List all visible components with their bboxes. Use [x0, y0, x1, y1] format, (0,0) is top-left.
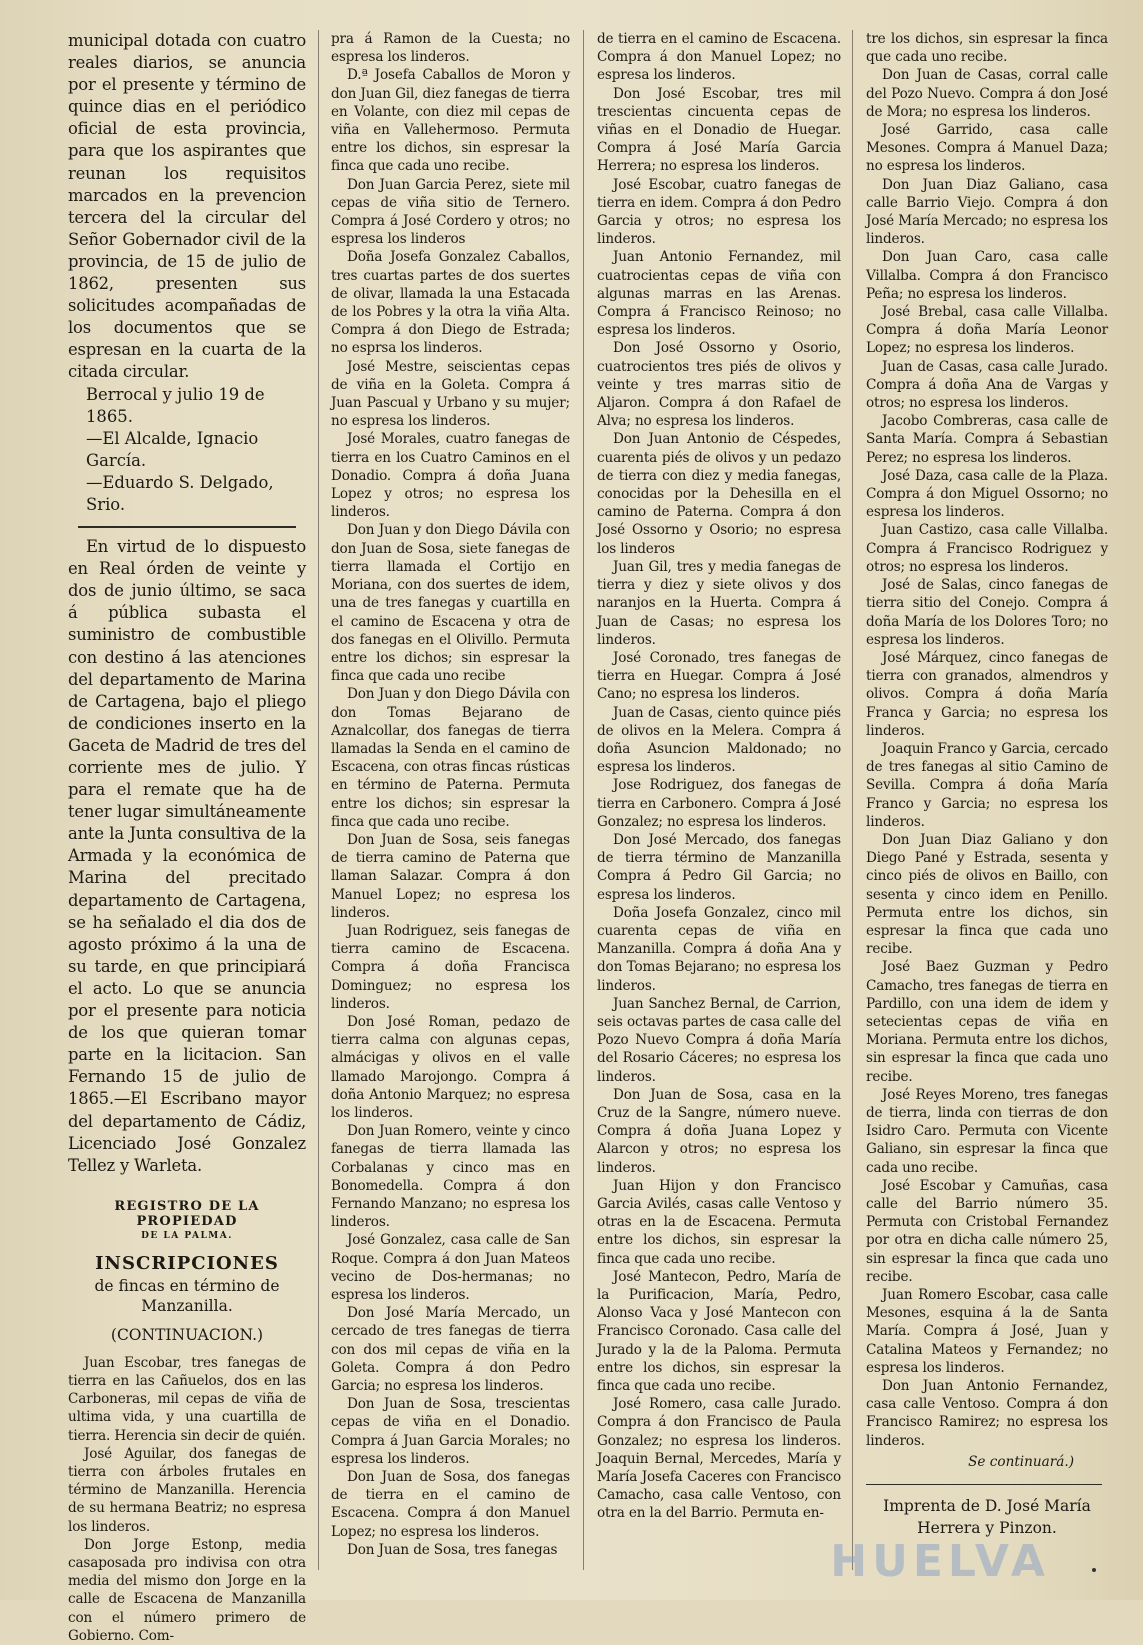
- registry-entry: Don José Mercado, dos fanegas de tierra término de Manzanilla Compra á Pedro Gil Garcia; no espresa los linderos.: [597, 831, 841, 903]
- registry-entry: Juan Romero Escobar, casa calle Mesones, esquina á la de Santa María. Compra á José, Juan y Catalina Mateos y Fernandez; no espresa los linderos.: [866, 1287, 1108, 1376]
- registry-entry: José Baez Guzman y Pedro Camacho, tres fanegas de tierra en Pardillo, con una idem de idem y setecientas cepas de viña en Moriana. Permuta entre los dichos, sin espresar la finca que cada uno recibe.: [866, 959, 1108, 1085]
- registry-entry: Don José María Mercado, un cercado de tres fanegas de tierra con dos mil cepas de viña en la Goleta. Compra á don Pedro Garcia; no espresa los linderos.: [331, 1305, 570, 1395]
- registry-entry: José Reyes Moreno, tres fanegas de tierra, linda con tierras de don Isidro Caro. Permuta con Vicente Galiano, sin espresar la finca que cada uno recibe.: [866, 1086, 1108, 1176]
- registry-entry: Juan Castizo, casa calle Villalba. Compra á Francisco Rodriguez y otros; no espresa los linderos.: [866, 522, 1108, 575]
- registry-entry: Juan de Casas, casa calle Jurado. Compra á doña Ana de Vargas y otros; no espresa los linderos.: [866, 358, 1108, 412]
- signature-line: Berrocal y julio 19 de 1865.: [86, 384, 265, 426]
- registry-entry: Jacobo Combreras, casa calle de Santa María. Compra á Sebastian Perez; no espresa los linderos.: [866, 413, 1108, 466]
- registry-entry: Don Juan de Sosa, seis fanegas de tierra camino de Paterna que llaman Salazar. Compra á don Manuel Lopez; no espresa los linderos.: [331, 831, 570, 921]
- inscripciones-subheading: de fincas en término de Manzanilla.: [94, 1276, 280, 1315]
- registry-entry: Joaquin Franco y Garcia, cercado de tres fanegas al sitio Camino de Sevilla. Compra á doña María Franco y Garcia; no espresa los linderos.: [866, 740, 1108, 830]
- registry-entry: Don Juan y don Diego Dávila con don Tomas Bejarano de Aznalcollar, dos fanegas de tierra llamadas la Senda en el camino de Escacena, con otras fincas rústicas en término de Paterna. Permuta entre los dichos; sin espresar la finca que cada uno recibe.: [331, 686, 570, 830]
- registry-entry: José Mantecon, Pedro, María de la Purificacion, María, Pedro, Alonso Vaca y José Mantecon con Francisco Coronado. Casa calle del Jurado y la de la Paloma. Permuta entre los dichos, sin espresar la finca que cada uno recibe.: [597, 1268, 841, 1395]
- imprenta-line: Imprenta de D. José María: [883, 1496, 1091, 1515]
- registry-entry: Juan Escobar, tres fanegas de tierra en las Cañuelos, dos en las Carboneras, mil cepas de viña de ultima vida, y una cuartilla de tierra. Herencia sin decir de quién.: [68, 1354, 306, 1444]
- registry-entry: José Aguilar, dos fanegas de tierra con árboles frutales en término de Manzanilla. Herencia de su hermana Beatriz; no espresa los linderos.: [68, 1445, 306, 1535]
- imprenta-line: Herrera y Pinzon.: [917, 1518, 1057, 1537]
- registry-entry: José Morales, cuatro fanegas de tierra en los Cuatro Caminos en el Donadio. Compra á doña Juana Lopez y otros; no espresa los linderos.: [331, 431, 570, 521]
- registry-entry: Don Juan Antonio de Céspedes, cuarenta piés de olivos y un pedazo de tierra con diez y media fanegas, conocidas por la Dehesilla en el camino de Paterna. Compra á don José Ossorno y Osorio; no espresa los linderos: [597, 431, 841, 557]
- registry-entry: Don José Roman, pedazo de tierra calma con algunas cepas, almácigas y olivos en el valle llamado Marojongo. Compra á doña Antonio Marquez; no espresa los linderos.: [331, 1013, 570, 1121]
- speck: [1092, 1568, 1096, 1572]
- inscripciones-heading: INSCRIPCIONES: [95, 1252, 279, 1274]
- registry-entry: Don Juan Garcia Perez, siete mil cepas de viña sitio de Ternero. Compra á José Cordero y otros; no espresa los linderos: [331, 176, 570, 248]
- registry-entry: Jose Rodriguez, dos fanegas de tierra en Carbonero. Compra á José Gonzalez; no espresa los linderos.: [597, 777, 841, 830]
- registry-entry: José Escobar, cuatro fanegas de tierra en idem. Compra á don Pedro Garcia y otros; no espresa los linderos.: [597, 176, 841, 248]
- column-1: [68, 30, 306, 1645]
- registry-entry: Don Juan de Sosa, casa en la Cruz de la Sangre, número nueve. Compra á doña Juana Lopez y Alarcon y otros; no espresa los linderos.: [597, 1086, 841, 1176]
- registry-entry: Don José Ossorno y Osorio, cuatrocientos tres piés de olivos y veinte y tres marras sitio de Aljaron. Compra á don Rafael de Alva; no espresa los linderos.: [597, 340, 841, 430]
- registry-entry: Juan Gil, tres y media fanegas de tierra y diez y siete olivos y dos naranjos en la Huerta. Compra á Juan de Casas; no espresa los linderos.: [597, 558, 841, 648]
- column-rule: [318, 30, 319, 1570]
- registry-entry: Juan Antonio Fernandez, mil cuatrocientas cepas de viña con algunas marras en las Arenas. Compra á Francisco Reinoso; no espresa los linderos.: [597, 249, 841, 339]
- registry-entry: pra á Ramon de la Cuesta; no espresa los linderos.: [331, 31, 570, 66]
- registry-entry: Don Juan Romero, veinte y cinco fanegas de tierra llamada las Corbalanas y cinco mas en Bonomedella. Compra á don Fernando Manzano; no espresa los linderos.: [331, 1123, 570, 1231]
- registry-entry: José Brebal, casa calle Villalba. Compra á doña María Leonor Lopez; no espresa los linderos.: [866, 304, 1108, 357]
- registry-entry: Doña Josefa Gonzalez Caballos, tres cuartas partes de dos suertes de olivar, llamada la una Estacada de los Pobres y la otra la viña Alta. Compra á don Diego de Estrada; no esprsa los linderos.: [331, 249, 570, 357]
- section-divider: [78, 526, 296, 528]
- column-2: [331, 30, 570, 1559]
- se-continuara-note: Se continuará.): [968, 1453, 1074, 1470]
- registry-entry: Doña Josefa Gonzalez, cinco mil cuarenta cepas de viña en Manzanilla. Compra á doña Ana y don Tomas Bejarano; no espresa los linderos.: [597, 904, 841, 994]
- registry-entry: Don Juan de Sosa, tres fanegas: [347, 1541, 558, 1558]
- registry-entry: Don Juan Diaz Galiano, casa calle Barrio Viejo. Compra á don José María Mercado; no espresa los linderos.: [866, 176, 1108, 248]
- registry-entry: Don Jorge Estonp, media casaposada pro indivisa con otra media del mismo don Jorge en la calle de Escacena de Manzanilla con el número primero de Gobierno. Com-: [68, 1536, 306, 1644]
- registry-entry: José Garrido, casa calle Mesones. Compra á Manuel Daza; no espresa los linderos.: [866, 122, 1108, 175]
- registry-entry: Don Juan Diaz Galiano y don Diego Pané y Estrada, sesenta y cinco piés de olivos en Baillo, con sesenta y cinco idem en Penillo. Permuta entre los dichos, sin espresar la finca que cada uno recibe.: [866, 831, 1108, 958]
- section-divider: [866, 1484, 1102, 1485]
- archive-watermark: HUELVA: [830, 1536, 1050, 1587]
- column-rule: [583, 30, 584, 1570]
- alcalde-notice: municipal dotada con cuatro reales diarios, se anuncia por el presente y término de quince dias en el periódico oficial de esta provincia, para que los aspirantes que reunan los requisitos marcados en la prevencion tercera del la circular del Señor Gobernador civil de la provincia, de 15 de julio de 1862, presenten sus solicitudes acompañadas de los documentos que se espresan en la cuarta de la citada circular.: [68, 31, 306, 382]
- signature-line: —Eduardo S. Delgado, Srio.: [86, 472, 274, 514]
- registry-entry: José Mestre, seiscientas cepas de viña en la Goleta. Compra á Juan Pascual y Urbano y su mujer; no espresa los linderos.: [331, 358, 570, 430]
- registry-entry: Juan Sanchez Bernal, de Carrion, seis octavas partes de casa calle del Pozo Nuevo Compra á doña María del Rosario Cáceres; no espresa los linderos.: [597, 995, 841, 1085]
- registry-entry: tre los dichos, sin espresar la finca que cada uno recibe.: [866, 31, 1108, 66]
- registry-entry: Don Juan Antonio Fernandez, casa calle Ventoso. Compra á don Francisco Ramirez; no espresa los linderos.: [866, 1378, 1108, 1449]
- registry-entry: Don Juan de Sosa, dos fanegas de tierra en el camino de Escacena. Compra á don Manuel Lopez; no espresa los linderos.: [331, 1469, 570, 1540]
- registry-entry: Juan de Casas, ciento quince piés de olivos en la Melera. Compra á doña Asuncion Maldonado; no espresa los linderos.: [597, 704, 841, 776]
- registry-entry: José Gonzalez, casa calle de San Roque. Compra á don Juan Mateos vecino de Dos-hermanas; no espresa los linderos.: [331, 1232, 570, 1304]
- registro-heading: REGISTRO DE LA PROPIEDAD: [114, 1198, 260, 1229]
- registry-entry: Don Juan de Sosa, trescientas cepas de viña en el Donadio. Compra á Juan Garcia Morales; no espresa los linderos.: [331, 1396, 570, 1467]
- registry-entry: Don José Escobar, tres mil trescientas cincuenta cepas de viñas en el Donadio de Huegar. Compra á José María Garcia Herrera; no espresa los linderos.: [597, 85, 841, 175]
- registry-entry: José Daza, casa calle de la Plaza. Compra á don Miguel Ossorno; no espresa los linderos.: [866, 467, 1108, 521]
- registry-entry: José de Salas, cinco fanegas de tierra sitio del Conejo. Compra á doña María de los Dolores Toro; no espresa los linderos.: [866, 577, 1108, 648]
- registry-entry: de tierra en el camino de Escacena. Compra á don Manuel Lopez; no espresa los linderos.: [597, 31, 841, 84]
- column-4: [866, 30, 1108, 1539]
- column-3: [597, 30, 841, 1523]
- registry-entry: D.ª Josefa Caballos de Moron y don Juan Gil, diez fanegas de tierra en Volante, con diez mil cepas de viña en Vallehermoso. Permuta entre los dichos, sin espresar la finca que cada uno recibe.: [331, 67, 570, 175]
- registry-entry: Don Juan y don Diego Dávila con don Juan de Sosa, siete fanegas de tierra llamada el Cortijo en Moriana, con dos suertes de idem, una de tres fanegas y cuartilla en el camino de Escacena y otra de dos fanegas en el Olivillo. Permuta entre los dichos; sin espresar la finca que cada uno recibe: [331, 522, 570, 685]
- registry-entry: Juan Hijon y don Francisco Garcia Avilés, casas calle Ventoso y otras en la de Escacena. Permuta entre los dichos, sin espresar la finca que cada uno recibe.: [597, 1177, 841, 1267]
- registro-subheading: DE LA PALMA.: [141, 1230, 233, 1241]
- registry-entry: José Coronado, tres fanegas de tierra en Huegar. Compra á José Cano; no espresa los linderos.: [597, 649, 841, 703]
- continuacion-label: (CONTINUACION.): [110, 1325, 264, 1344]
- registry-entry: Juan Rodriguez, seis fanegas de tierra camino de Escacena. Compra á doña Francisca Dominguez; no espresa los linderos.: [331, 922, 570, 1012]
- registry-entry: José Escobar y Camuñas, casa calle del Barrio número 35. Permuta con Cristobal Fernandez por otra en dicha calle número 25, sin espresar la finca que cada uno recibe.: [866, 1177, 1108, 1285]
- registry-entry: José Márquez, cinco fanegas de tierra con granados, almendros y olivos. Compra á doña María Franca y Garcia; no espresa los linderos.: [866, 649, 1108, 739]
- column-rule: [852, 30, 853, 1570]
- registry-entry: Don Juan Caro, casa calle Villalba. Compra á don Francisco Peña; no espresa los linderos.: [866, 249, 1108, 302]
- registry-entry: Don Juan de Casas, corral calle del Pozo Nuevo. Compra á don José de Mora; no espresa los linderos.: [866, 67, 1108, 120]
- signature-line: —El Alcalde, Ignacio García.: [86, 428, 259, 470]
- registry-entry: José Romero, casa calle Jurado. Compra á don Francisco de Paula Gonzalez; no espresa los linderos. Joaquin Bernal, Mercedes, María y María Josefa Caceres con Francisco Camacho, casa calle Ventoso, con otra en la del Barrio. Permuta en-: [597, 1396, 841, 1522]
- marina-notice: En virtud de lo dispuesto en Real órden de veinte y dos de junio último, se saca á pública subasta el suministro de combustible con destino á las atenciones del departamento de Marina de Cartagena, bajo el pliego de condiciones inserto en la Gaceta de Madrid de tres del corriente mes de julio. Y para el remate que ha de tener lugar simultáneamente ante la Junta consultiva de la Armada y la económica de Marina del precitado departamento de Cartagena, se ha señalado el dia dos de agosto próximo á la una de su tarde, en que principiará el acto. Lo que se anuncia por el presente para noticia de los que quieran tomar parte en la licitacion. San Fernando 15 de julio de 1865.—El Escribano mayor del departamento de Cádiz, Licenciado José Gonzalez Tellez y Warleta.: [68, 537, 306, 1175]
